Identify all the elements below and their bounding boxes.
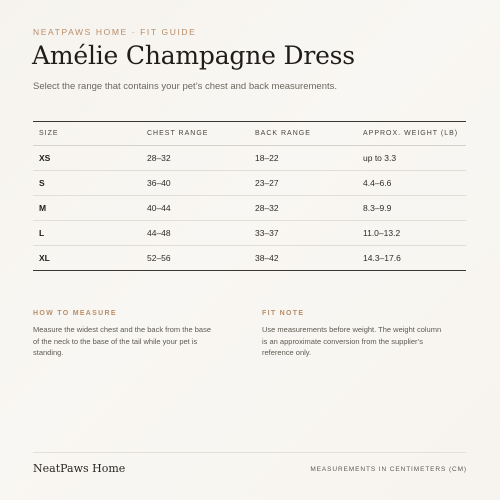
size-cell: XL — [39, 253, 50, 263]
how-to-measure-heading: HOW TO MEASURE — [33, 310, 117, 317]
back-cell: 18–22 — [249, 146, 357, 171]
table-row — [33, 196, 466, 221]
units-note: MEASUREMENTS IN CENTIMETERS (CM) — [310, 466, 467, 473]
footer-brand: NeatPaws Home — [33, 462, 126, 475]
column-header-weight: APPROX. WEIGHT (LB) — [357, 122, 466, 146]
weight-cell: 8.3–9.9 — [357, 196, 466, 221]
weight-cell: 14.3–17.6 — [363, 253, 401, 263]
how-to-measure-note — [33, 310, 213, 359]
column-header-back: BACK RANGE — [249, 122, 357, 146]
fit-note-body: Use measurements before weight. The weight column is an approximate conversion from the supplier’s reference only. — [262, 325, 442, 357]
size-chart-table — [33, 121, 466, 271]
size-cell: M — [33, 196, 141, 221]
chest-cell: 52–56 — [147, 253, 171, 263]
size-cell: S — [33, 171, 141, 196]
chest-cell: 44–48 — [141, 221, 249, 246]
column-header-chest: CHEST RANGE — [141, 122, 249, 146]
footer-divider — [33, 452, 466, 453]
table-row — [33, 221, 466, 246]
fit-note — [262, 310, 442, 359]
table-row — [33, 171, 466, 196]
size-cell: L — [33, 221, 141, 246]
chest-cell: 28–32 — [141, 146, 249, 171]
table-row — [33, 146, 466, 171]
weight-cell: up to 3.3 — [357, 146, 466, 171]
table-row — [33, 246, 466, 271]
weight-cell: 11.0–13.2 — [357, 221, 466, 246]
how-to-measure-body: Measure the widest chest and the back from the base of the neck to the base of the tail while your pet is standing. — [33, 325, 212, 357]
table-header-row — [33, 122, 466, 146]
fit-note-heading: FIT NOTE — [262, 310, 305, 317]
column-header-size: SIZE — [33, 122, 141, 146]
back-cell: 38–42 — [255, 253, 279, 263]
chest-cell: 36–40 — [141, 171, 249, 196]
size-cell: XS — [33, 146, 141, 171]
weight-cell: 4.4–6.6 — [357, 171, 466, 196]
page-title: Amélie Champagne Dress — [32, 41, 355, 70]
chest-cell: 40–44 — [141, 196, 249, 221]
brand-eyebrow: NEATPAWS HOME · FIT GUIDE — [33, 27, 197, 37]
back-cell: 23–27 — [249, 171, 357, 196]
back-cell: 33–37 — [249, 221, 357, 246]
back-cell: 28–32 — [249, 196, 357, 221]
page-subtitle: Select the range that contains your pet’s chest and back measurements. — [33, 81, 337, 92]
